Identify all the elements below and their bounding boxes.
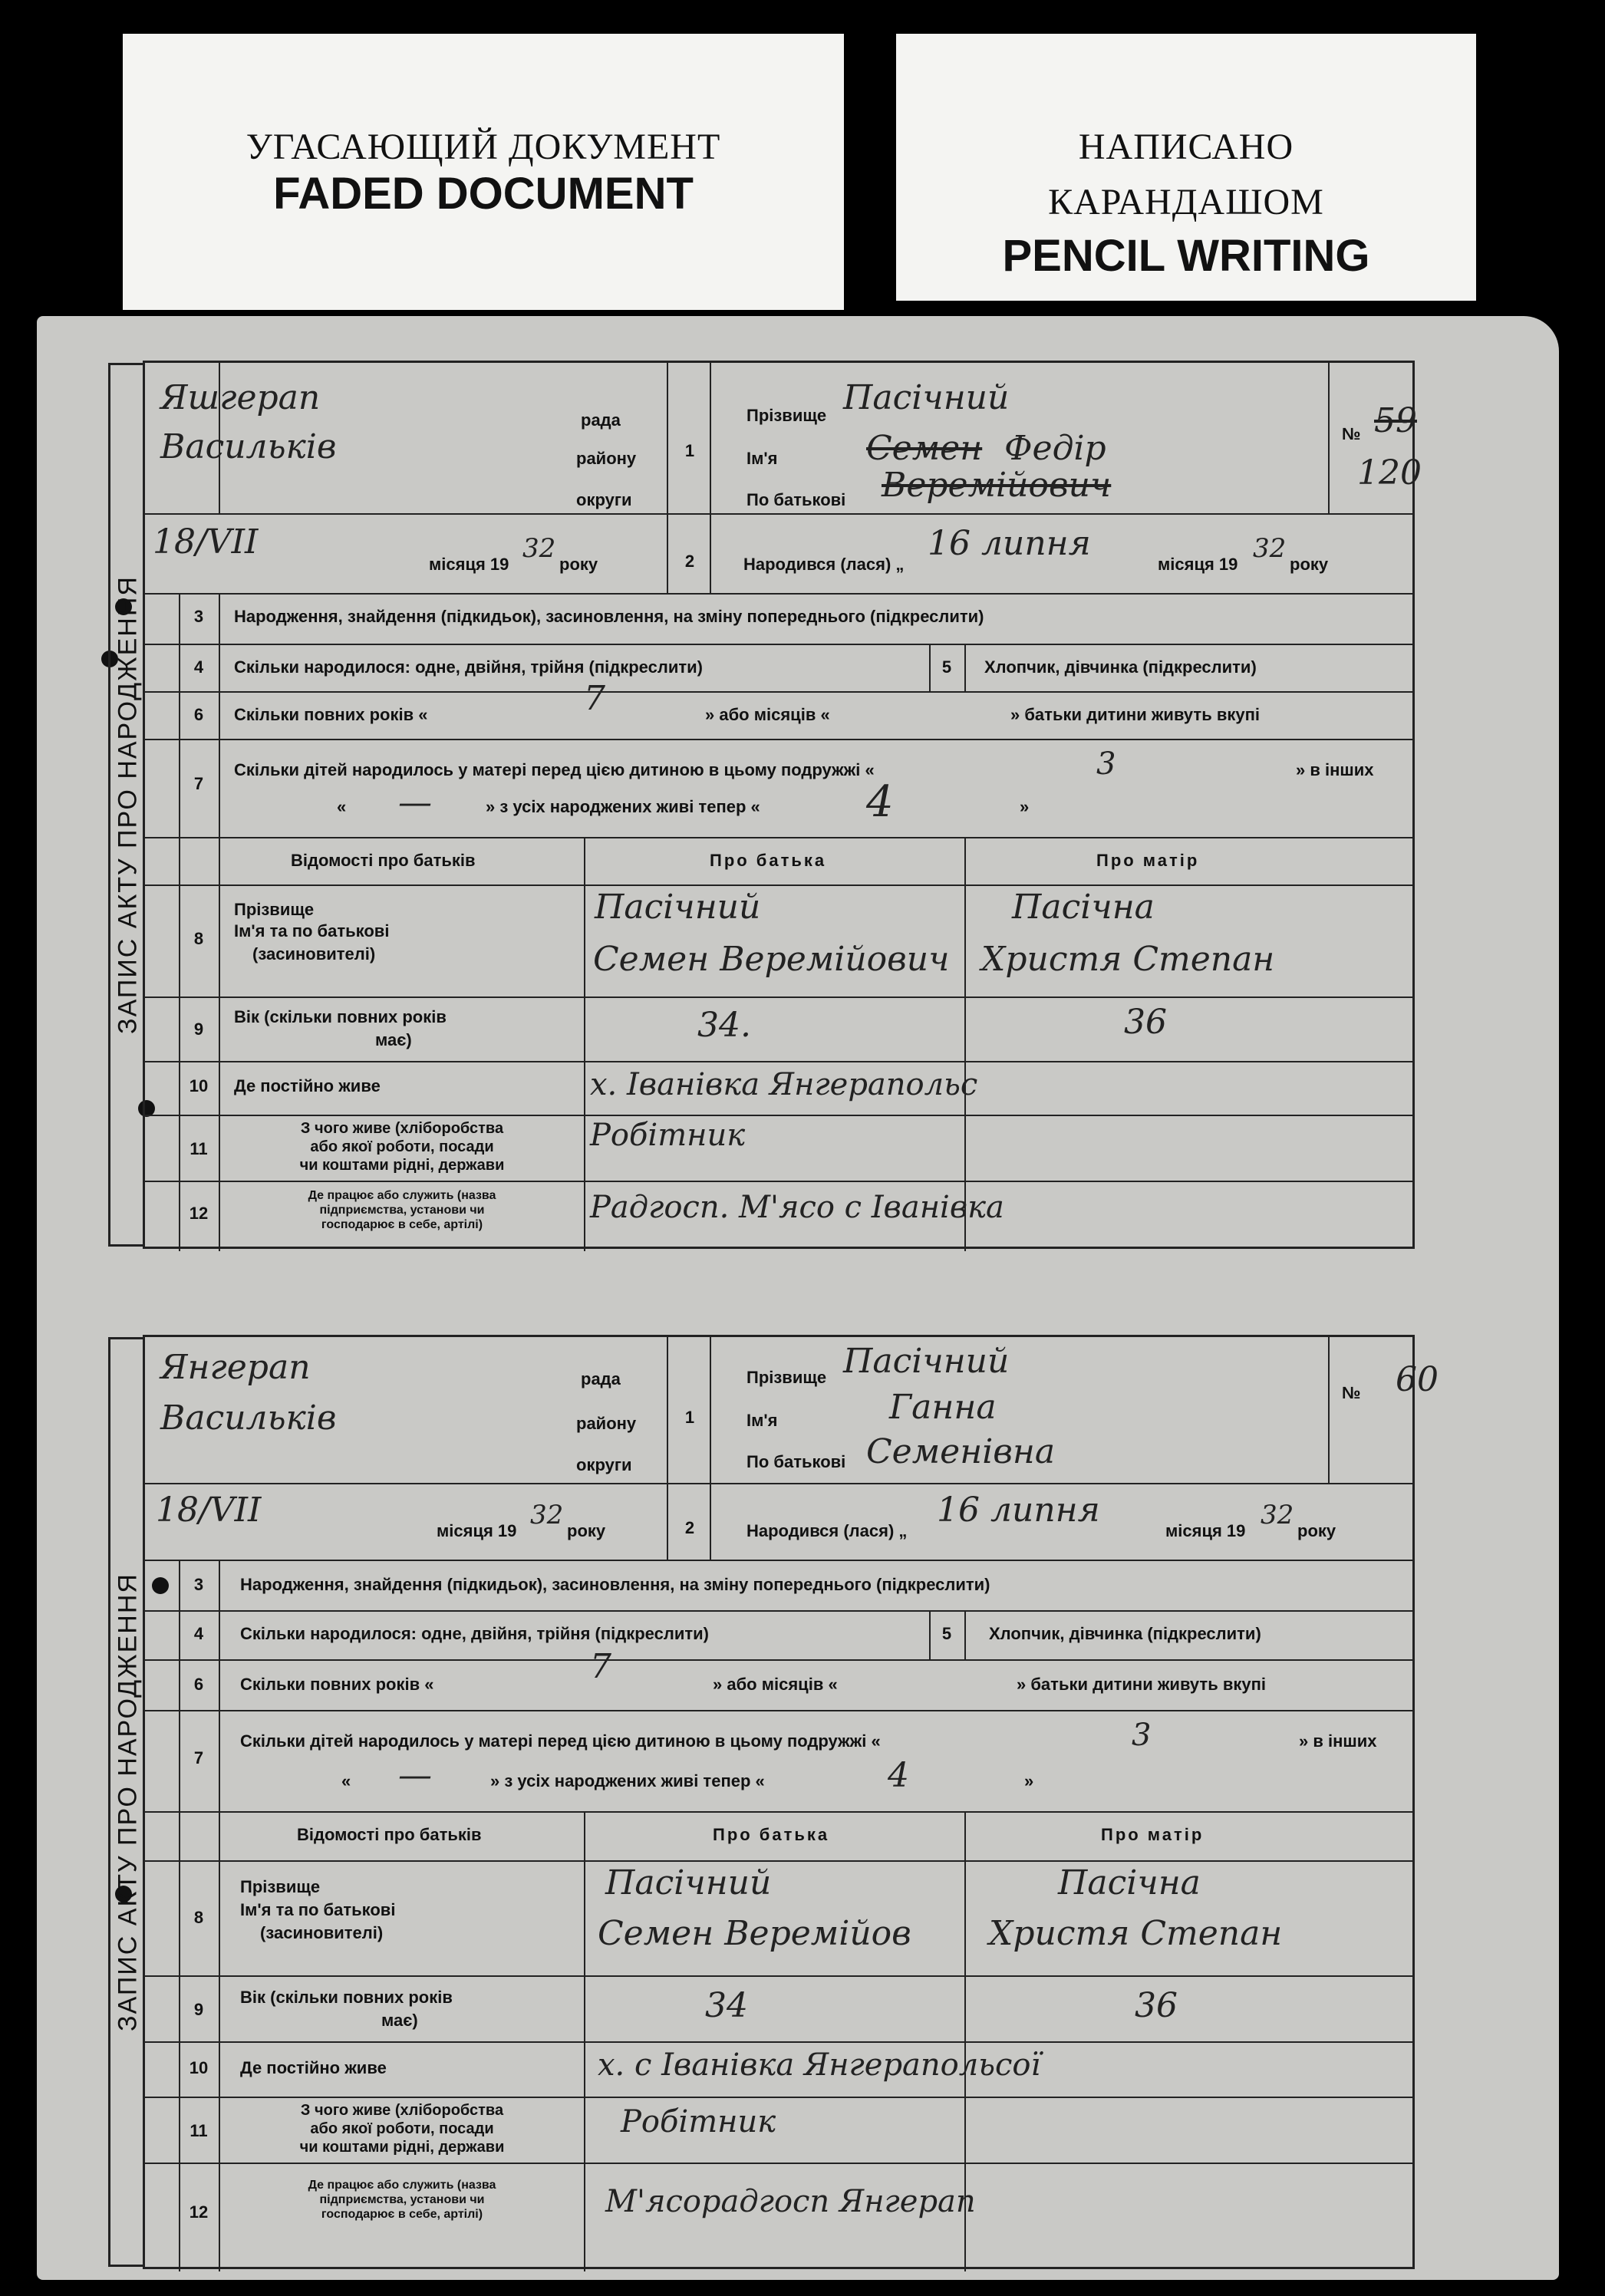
parents-info-header: Відомості про батьків [297, 1825, 482, 1844]
born-label: Народився (лася) „ [746, 1521, 908, 1540]
row6-together-label: » батьки дитини живуть вкупі [1017, 1675, 1267, 1694]
row-number-2: 2 [684, 1518, 695, 1537]
rayon-value: Васильків [160, 427, 337, 466]
children-before: 3 [1132, 1718, 1152, 1753]
mother-age: 36 [1124, 1003, 1167, 1042]
name-label: Ім'я [746, 449, 778, 468]
surname-label: Прізвище [746, 1368, 827, 1387]
row-number-4: 4 [193, 1624, 204, 1643]
birth-record-2 [113, 1335, 1439, 2269]
father-header: Про батька [710, 851, 827, 870]
number-sign: № [1342, 424, 1361, 443]
father-header: Про батька [713, 1825, 830, 1844]
number-sign: № [1342, 1383, 1361, 1402]
children-alive: 4 [888, 1756, 909, 1795]
number-value: 60 [1396, 1360, 1439, 1399]
birth-year-label: року [1290, 555, 1329, 574]
row8-name-label: Ім'я та по батькові [240, 1900, 396, 1919]
row-number-5: 5 [941, 657, 952, 677]
occupation: Робітник [590, 1118, 746, 1153]
mother-surname: Пасічна [1058, 1863, 1201, 1902]
reg-month-label: місяця 19 [437, 1521, 517, 1540]
birth-day: 16 липня [937, 1491, 1100, 1530]
row-number-9: 9 [193, 2000, 204, 2019]
row-number-12: 12 [189, 2202, 209, 2222]
row-number-4: 4 [193, 657, 204, 677]
mother-age: 36 [1135, 1986, 1178, 2025]
reg-year-label: року [559, 555, 598, 574]
rayon-label: району [576, 1414, 637, 1433]
birth-record-1 [113, 361, 1422, 1249]
row9-has-label: має) [381, 2011, 418, 2030]
row7-close-quote: » [1020, 797, 1030, 816]
row4-text: Скільки народилося: одне, двійня, трійня (підкреслити) [234, 657, 703, 677]
rayon-value: Васильків [160, 1398, 337, 1438]
row-number-10: 10 [189, 1076, 209, 1095]
row9-age-label: Вік (скільки повних років [234, 1007, 447, 1026]
pencil-label-en: PENCIL WRITING [1002, 231, 1370, 281]
name-struck-value: Семен [866, 429, 983, 468]
registration-date: 18/VII [156, 1491, 262, 1530]
row6-years-label: Скільки повних років « [234, 705, 428, 724]
row7-close-quote: » [1024, 1771, 1034, 1790]
pencil-label-ru-1: НАПИСАНО [1078, 127, 1294, 167]
row-number-8: 8 [193, 929, 204, 948]
number-struck-value: 59 [1374, 401, 1417, 440]
rada-value: Яшгерап [160, 378, 321, 417]
row-number-1: 1 [684, 441, 695, 460]
rada-label: рада [581, 1369, 621, 1388]
rada-value: Янгерап [160, 1348, 311, 1387]
row8-adoptive-label: (засиновителі) [252, 944, 376, 964]
name-label: Ім'я [746, 1411, 778, 1430]
okrugy-label: округи [576, 1455, 632, 1474]
row6-together-label: » батьки дитини живуть вкупі [1010, 705, 1261, 724]
faded-document-label [123, 34, 844, 310]
born-label: Народився (лася) „ [743, 555, 905, 574]
row7-open-quote: « [337, 797, 347, 816]
residence: х. Іванівка Янгерапольс [590, 1067, 978, 1102]
other-children: — [398, 783, 432, 822]
row-number-11: 11 [190, 1139, 208, 1158]
row7-other-label: » в інших [1296, 760, 1374, 779]
row7-alive-label: » з усіх народжених живі тепер « [490, 1771, 765, 1790]
okrugy-label: округи [576, 490, 632, 509]
row8-surname-label: Прізвище [234, 900, 315, 919]
row3-text: Народження, знайдення (підкидьок), засиновлення, на зміну попереднього (підкреслити) [234, 607, 984, 626]
row9-age-label: Вік (скільки повних років [240, 1988, 453, 2007]
row12-workplace-label: Де працює або служить (назва підприємства, установи чи господарює в себе, артілі) [308, 2179, 496, 2221]
patronymic-value: Веремійович [882, 466, 1112, 505]
rada-label: рада [581, 410, 621, 430]
rayon-label: району [576, 449, 637, 468]
row7-children-label: Скільки дітей народилось у матері перед цією дитиною в цьому подружжі « [240, 1731, 881, 1751]
father-name: Семен Веремійович [593, 940, 950, 979]
workplace: Радгосп. М'ясо с Іванівка [590, 1190, 1004, 1225]
father-surname: Пасічний [595, 888, 761, 927]
side-title: ЗАПИС АКТУ ПРО НАРОДЖЕННЯ [113, 575, 142, 1034]
row7-open-quote: « [341, 1771, 351, 1790]
side-title-box [108, 363, 145, 1247]
reg-year: 32 [522, 533, 556, 564]
row6-years-label: Скільки повних років « [240, 1675, 434, 1694]
row7-children-label: Скільки дітей народилось у матері перед цією дитиною в цьому подружжі « [234, 760, 875, 779]
reg-year: 32 [530, 1500, 564, 1530]
workplace: М'ясорадгосп Янгерап [605, 2184, 976, 2219]
row7-other-label: » в інших [1299, 1731, 1377, 1751]
row-number-7: 7 [193, 1748, 204, 1767]
patronymic-label: По батькові [746, 1452, 846, 1471]
occupation: Робітник [621, 2104, 776, 2140]
children-before: 3 [1096, 746, 1116, 782]
row-number-1: 1 [684, 1408, 695, 1427]
row4-text: Скільки народилося: одне, двійня, трійня (підкреслити) [240, 1624, 709, 1643]
parents-info-header: Відомості про батьків [291, 851, 476, 870]
mother-header: Про матір [1096, 851, 1200, 870]
surname-value: Пасічний [843, 378, 1010, 417]
side-title-box [108, 1337, 145, 2267]
row-number-5: 5 [941, 1624, 952, 1643]
children-alive: 4 [866, 777, 894, 827]
row-number-2: 2 [684, 552, 695, 571]
birth-year: 32 [1253, 533, 1287, 564]
row-number-9: 9 [193, 1020, 204, 1039]
birth-year-label: року [1297, 1521, 1336, 1540]
row11-occupation-label: З чого живе (хліборобства або якої роботи, посади чи коштами рідні, держави [299, 1120, 505, 1174]
father-age: 34 [705, 1986, 748, 2025]
pencil-label-ru-2: КАРАНДАШОМ [1048, 182, 1324, 222]
registration-date: 18/VII [153, 522, 259, 562]
row9-has-label: має) [375, 1030, 412, 1049]
row10-residence-label: Де постійно живе [234, 1076, 381, 1095]
row8-name-label: Ім'я та по батькові [234, 921, 390, 940]
row3-text: Народження, знайдення (підкидьок), засиновлення, на зміну попереднього (підкреслити) [240, 1575, 990, 1594]
birth-month-label: місяця 19 [1158, 555, 1238, 574]
row-number-6: 6 [193, 1675, 204, 1694]
row5-text: Хлопчик, дівчинка (підкреслити) [989, 1624, 1261, 1643]
name-value: Федір [1004, 429, 1106, 468]
mother-name: Христя Степан [981, 940, 1275, 979]
row-number-7: 7 [193, 774, 204, 793]
row6-months-label: » або місяців « [705, 705, 830, 724]
residence: х. с Іванівка Янгерапольсої [598, 2047, 1041, 2083]
patronymic-label: По батькові [746, 490, 846, 509]
surname-value: Пасічний [843, 1342, 1010, 1381]
faded-label-en: FADED DOCUMENT [273, 169, 694, 219]
birth-month-label: місяця 19 [1165, 1521, 1246, 1540]
side-title: ЗАПИС АКТУ ПРО НАРОДЖЕННЯ [113, 1573, 142, 2031]
row-number-11: 11 [190, 2121, 208, 2140]
row-number-3: 3 [193, 1575, 204, 1594]
row5-text: Хлопчик, дівчинка (підкреслити) [984, 657, 1257, 677]
row6-months-label: » або місяців « [713, 1675, 838, 1694]
other-children: — [398, 1756, 432, 1795]
row-number-10: 10 [189, 2058, 209, 2077]
row8-adoptive-label: (засиновителі) [260, 1923, 384, 1942]
row-number-3: 3 [193, 607, 204, 626]
reg-month-label: місяця 19 [429, 555, 509, 574]
number-value: 120 [1357, 453, 1422, 492]
patronymic-value: Семенівна [866, 1432, 1056, 1471]
years-together: 7 [590, 1647, 611, 1686]
row10-residence-label: Де постійно живе [240, 2058, 387, 2077]
reg-year-label: року [567, 1521, 606, 1540]
row11-occupation-label: З чого живе (хліборобства або якої роботи, посади чи коштами рідні, держави [299, 2102, 505, 2156]
row-number-8: 8 [193, 1908, 204, 1927]
mother-surname: Пасічна [1012, 888, 1155, 927]
birth-day: 16 липня [928, 524, 1091, 563]
mother-header: Про матір [1101, 1825, 1205, 1844]
father-surname: Пасічний [605, 1863, 772, 1902]
years-together: 7 [584, 679, 605, 718]
surname-label: Прізвище [746, 406, 827, 425]
name-value: Ганна [889, 1388, 997, 1427]
father-name: Семен Веремійов [598, 1914, 911, 1953]
father-age: 34. [697, 1006, 751, 1045]
pencil-writing-label [896, 34, 1476, 301]
birth-year: 32 [1261, 1500, 1294, 1530]
row7-alive-label: » з усіх народжених живі тепер « [486, 797, 760, 816]
row12-workplace-label: Де працює або служить (назва підприємства, установи чи господарює в себе, артілі) [308, 1189, 496, 1231]
mother-name: Христя Степан [989, 1914, 1283, 1953]
row-number-6: 6 [193, 705, 204, 724]
row8-surname-label: Прізвище [240, 1877, 321, 1896]
faded-label-ru: УГАСАЮЩИЙ ДОКУМЕНТ [246, 127, 721, 167]
row-number-12: 12 [189, 1204, 209, 1223]
